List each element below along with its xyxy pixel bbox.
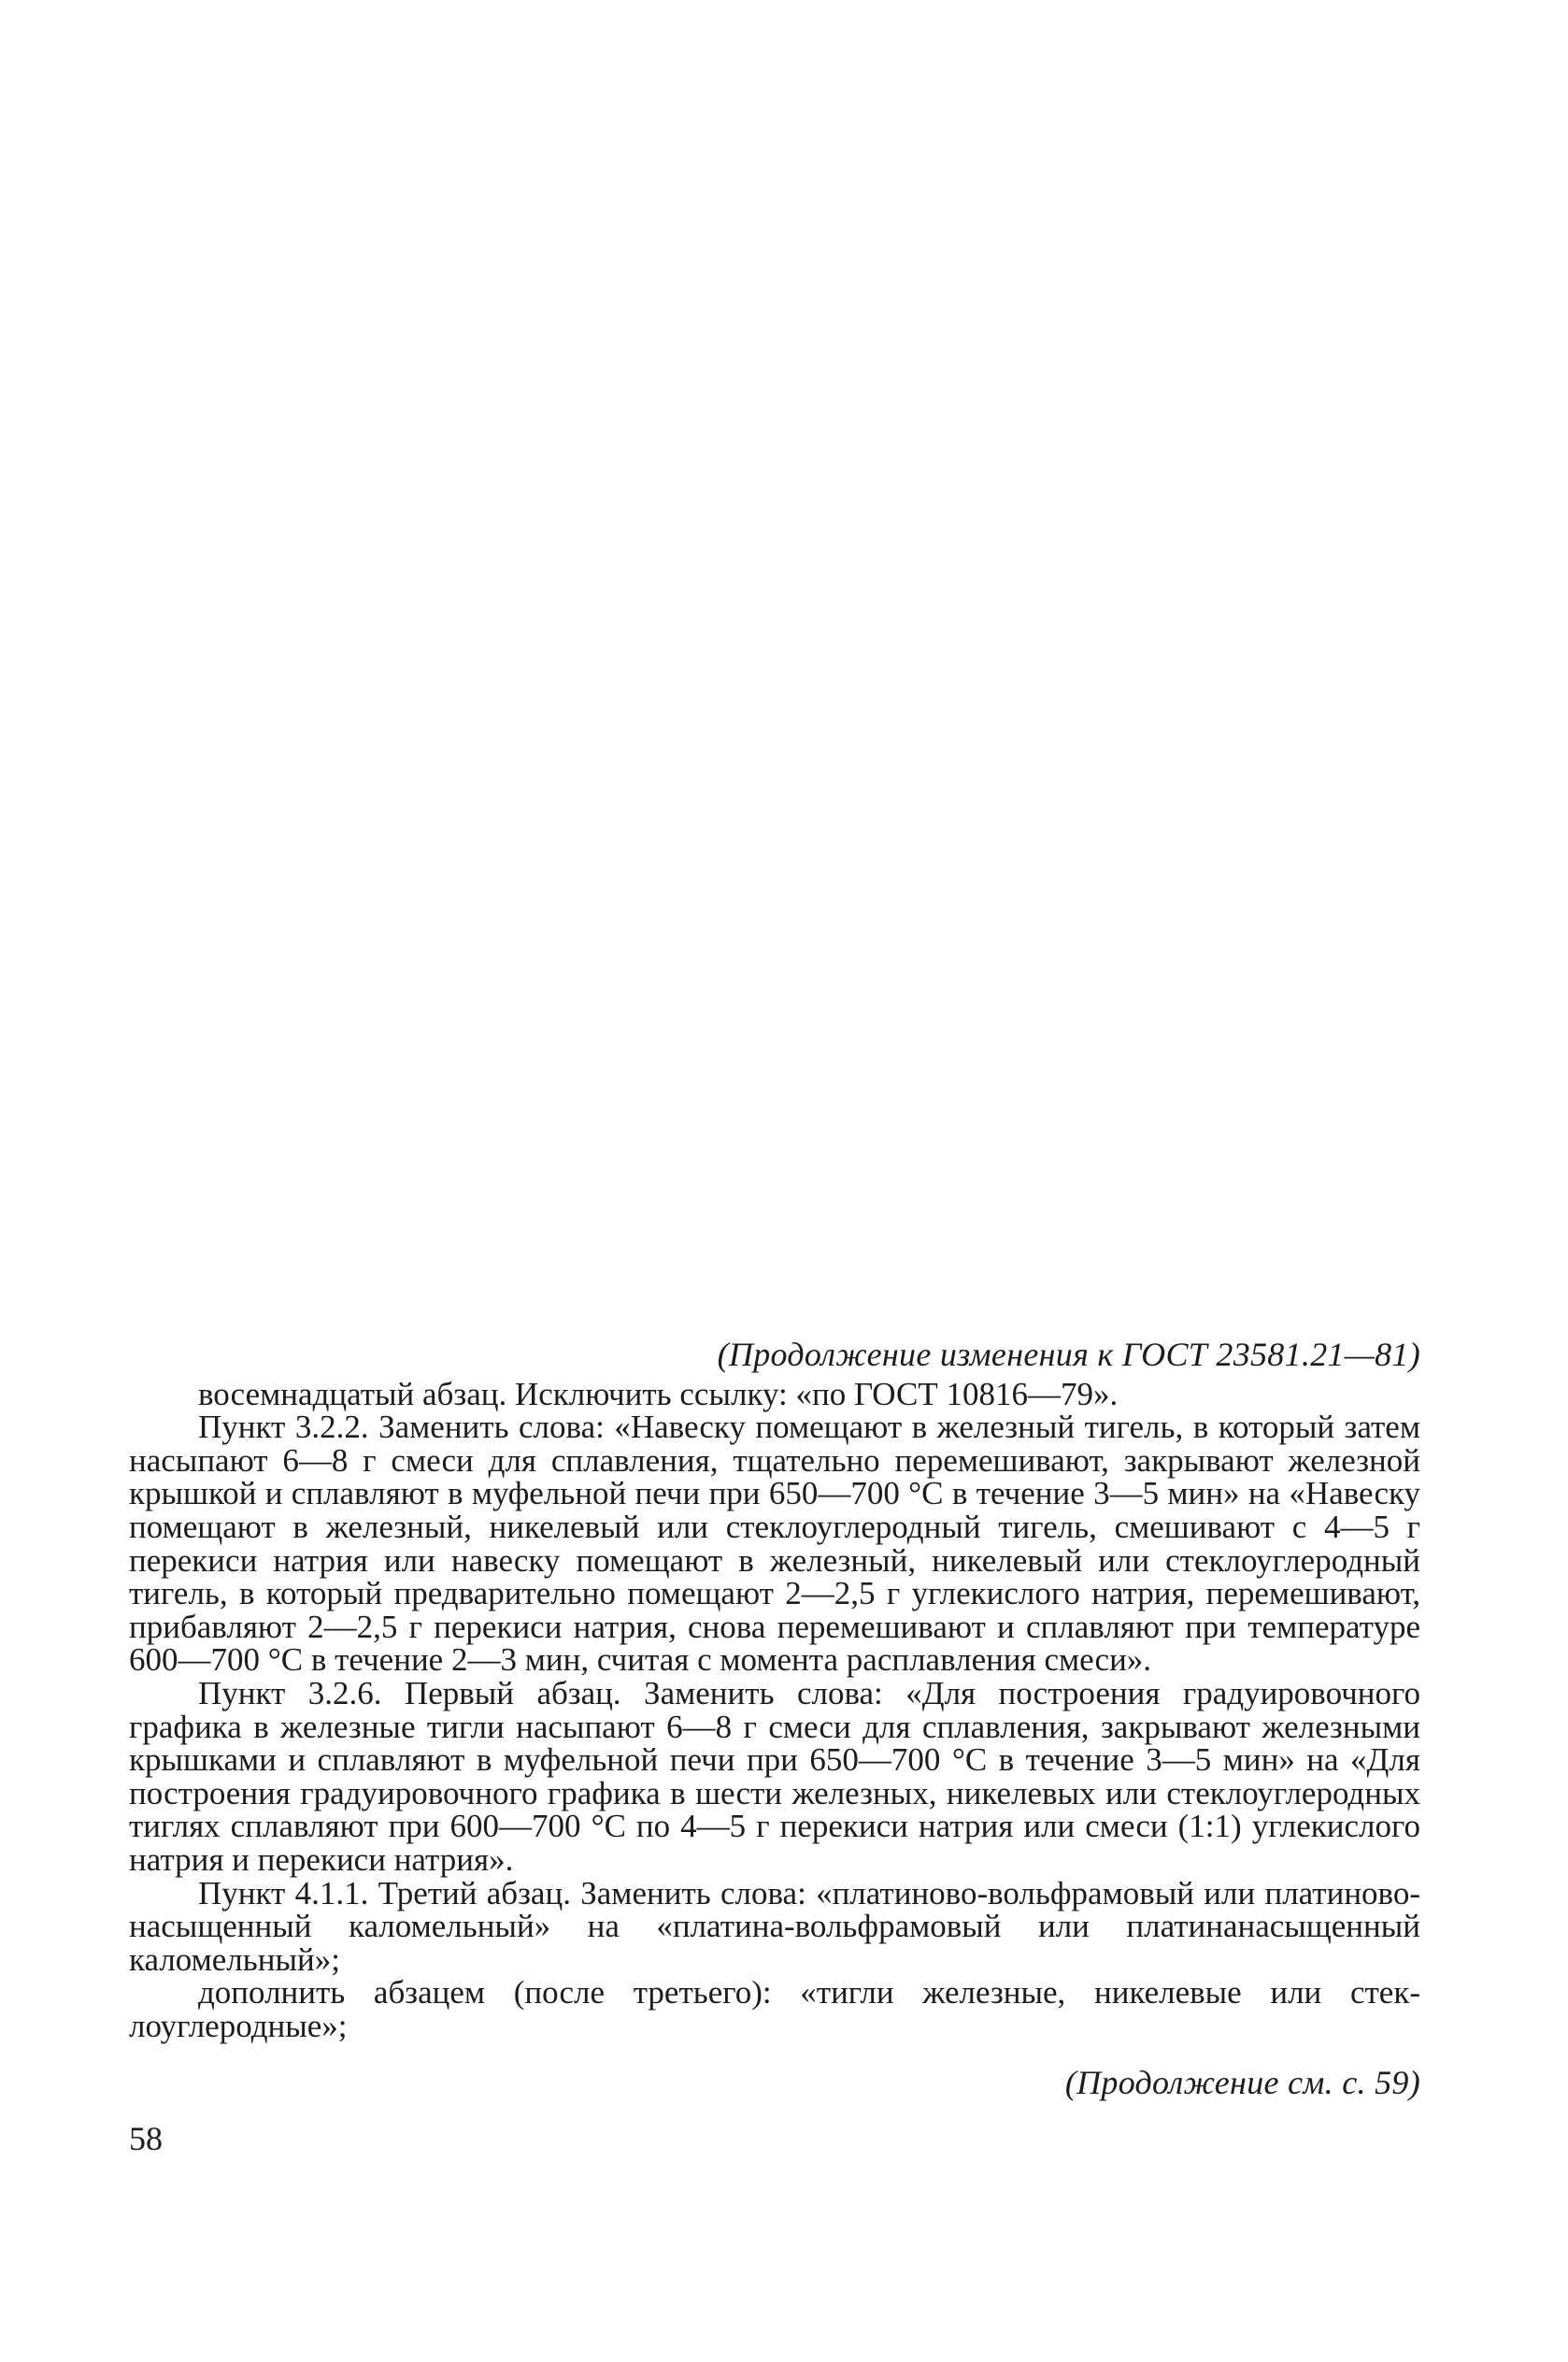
continuation-footer: (Продолжение см. с. 59) bbox=[1064, 2064, 1420, 2102]
paragraph-item-3-2-6: Пункт 3.2.6. Первый абзац. Заменить слова: «Для построения градуировочного графика в железные тигли насыпают 6—8 г смеси для сплавления, закрывают железными крышками и сплавляют в муфельной печи при 650—700 °С в течение 3—5 мин» на «Для построения градуировочного графика в шести железных, никелевых или стеклоуглеродных тиглях сплавляют при 600—700 °С по 4—5 г перекиси натрия или смеси (1:1) углекислого натрия и перекиси натрия». bbox=[129, 1674, 1420, 1878]
paragraph-addition: дополнить абзацем (после третьего): «тигли железные, никелевые или стеклоуглеродные»; bbox=[129, 1974, 1420, 2044]
paragraph-item-3-2-2: Пункт 3.2.2. Заменить слова: «Навеску помещают в железный тигель, в который затем насыпают 6—8 г смеси для сплавления, тщательно перемешивают, закрывают железной крышкой и сплавляют в муфельной печи при 650—700 °С в течение 3—5 мин» на «Навеску помещают в железный, никелевый или стеклоуглеродный тигель, смешивают с 4—5 г перекиси натрия или навеску помещают в железный, никелевый или стеклоуглеродный тигель, в который предварительно помещают 2—2,5 г углекислого натрия, перемешивают, прибавляют 2—2,5 г перекиси натрия, снова перемешивают и сплавляют при температуре 600—700 °С в течение 2—3 мин, считая с момента расплавления смеси». bbox=[129, 1409, 1420, 1679]
document-body bbox=[129, 1338, 1420, 2100]
page-number: 58 bbox=[129, 2120, 163, 2157]
continuation-header: (Продолжение изменения к ГОСТ 23581.21—81) bbox=[717, 1336, 1420, 1373]
paragraph-exclusion: восемнадцатый абзац. Исключить ссылку: «по ГОСТ 10816—79». bbox=[198, 1375, 1119, 1412]
paragraph-item-4-1-1: Пункт 4.1.1. Третий абзац. Заменить слова: «платиново-вольфрамовый или платиново-насыщенный каломельный» на «платина-вольфрамовый или платинанасыщенный каломельный»; bbox=[129, 1874, 1420, 1978]
